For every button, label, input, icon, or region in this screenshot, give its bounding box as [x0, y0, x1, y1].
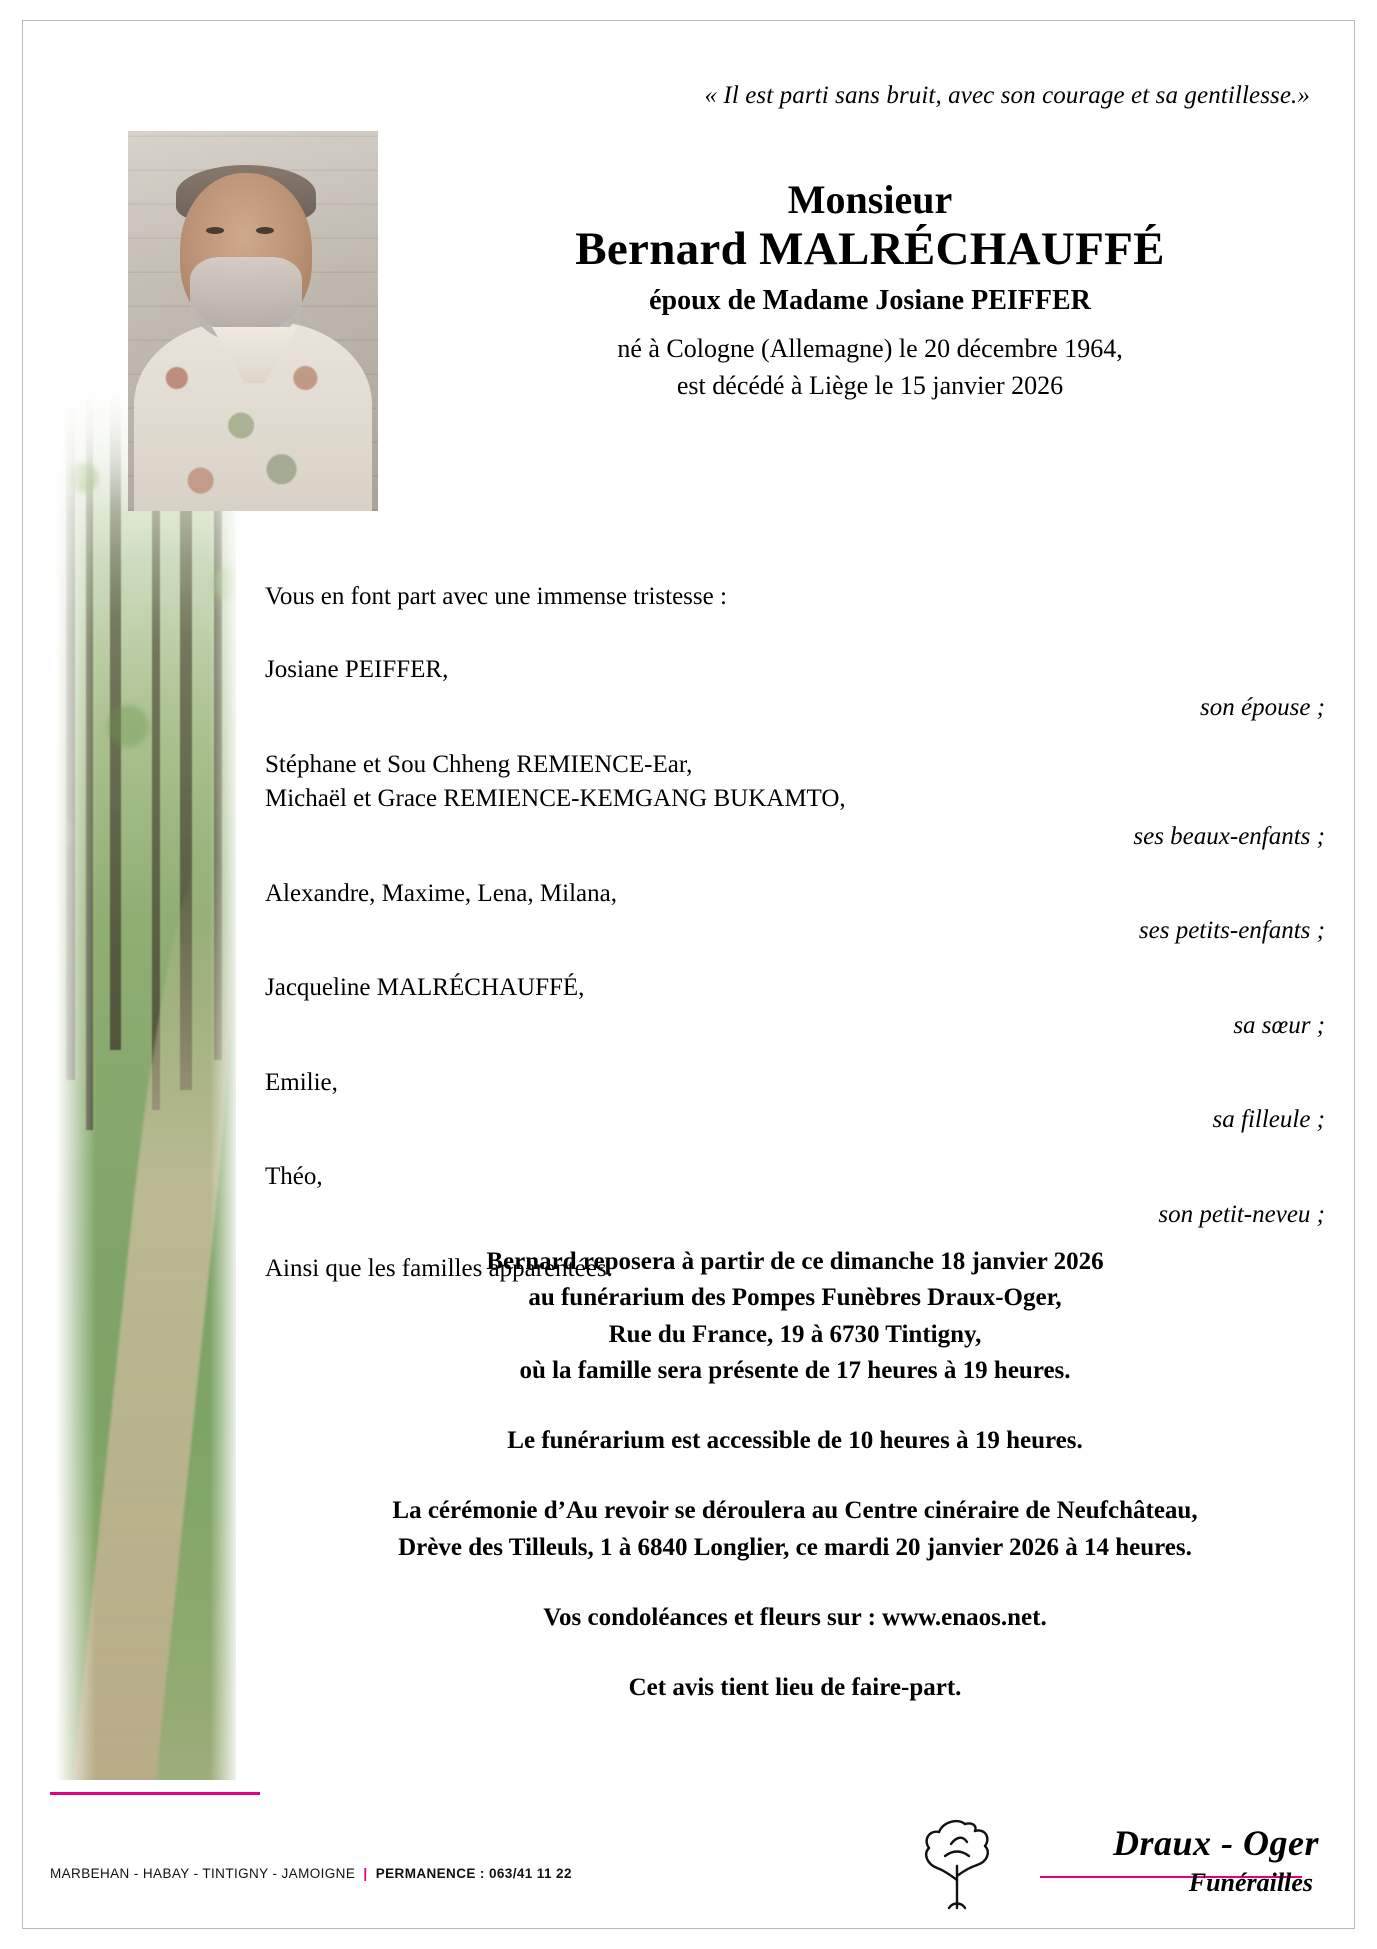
repose-line-4: où la famille sera présente de 17 heures à 19 heures. [519, 1356, 1071, 1384]
family-names: Jacqueline MALRÉCHAUFFÉ, [265, 974, 585, 1001]
death-line: est décédé à Liège le 15 janvier 2026 [676, 370, 1064, 400]
family-relation: sa filleule ; [1212, 1106, 1325, 1133]
condolences-info[interactable]: Vos condoléances et fleurs sur : www.enaos.net. [543, 1603, 1047, 1631]
announcement-closing: Ainsi que les familles apparentées. [265, 1254, 613, 1282]
announcement-block [265, 583, 1325, 1283]
service-line-2: Drève des Tilleuls, 1 à 6840 Longlier, ce mardi 20 janvier 2026 à 14 heures. [398, 1533, 1192, 1561]
repose-info [265, 1244, 1325, 1389]
family-group [265, 1160, 1325, 1229]
portrait-eye-left [206, 227, 224, 234]
family-group [265, 748, 1325, 851]
family-names: Michaël et Grace REMIENCE-KEMGANG BUKAMTO, [265, 785, 846, 812]
image-fade-left [56, 300, 96, 1780]
brand-subtitle: Funérailles [1188, 1868, 1313, 1897]
family-group [265, 971, 1325, 1040]
portrait-eye-right [256, 227, 274, 234]
tree-icon [907, 1810, 1007, 1914]
family-relation: son petit-neveu ; [1158, 1200, 1325, 1228]
announcement-intro: Vous en font part avec une immense tristesse : [265, 583, 727, 610]
repose-line-1: Bernard reposera à partir de ce dimanche 18 janvier 2026 [486, 1248, 1104, 1275]
repose-line-2: au funérarium des Pompes Funèbres Draux-Oger, [528, 1284, 1062, 1312]
service-info [265, 1493, 1325, 1566]
family-names: Josiane PEIFFER, [265, 656, 449, 683]
forest-path-image [56, 300, 236, 1780]
portrait-photo [128, 131, 378, 511]
family-names: Alexandre, Maxime, Lena, Milana, [265, 879, 617, 907]
ceremony-block [265, 1244, 1325, 1706]
family-names: Stéphane et Sou Chheng REMIENCE-Ear, [265, 750, 693, 778]
footer-contact [50, 1866, 572, 1881]
honorific: Monsieur [787, 177, 953, 222]
family-names: Emilie, [265, 1068, 338, 1096]
footer-permanence-label: PERMANENCE : [375, 1866, 485, 1881]
footer-locations: MARBEHAN - HABAY - TINTIGNY - JAMOIGNE [50, 1866, 356, 1881]
deceased-header [430, 178, 1310, 404]
service-line-1: La cérémonie d’Au revoir se déroulera au Centre cinéraire de Neufchâteau, [392, 1497, 1198, 1525]
brand-name: Draux - Oger [1112, 1823, 1319, 1863]
family-names: Théo, [265, 1163, 323, 1190]
footer-permanence-phone: 063/41 11 22 [488, 1866, 572, 1881]
birth-line: né à Cologne (Allemagne) le 20 décembre 1964, [617, 334, 1123, 364]
faire-part-notice: Cet avis tient lieu de faire-part. [628, 1674, 962, 1701]
footer-separator: | [363, 1866, 368, 1881]
family-group [265, 1066, 1325, 1135]
family-relation: sa sœur ; [1233, 1011, 1325, 1039]
footer-accent-rule-left [50, 1792, 260, 1795]
family-group [265, 653, 1325, 722]
family-relation: ses beaux-enfants ; [1133, 822, 1325, 850]
image-fade-right [210, 300, 236, 1780]
funeral-home-logo [899, 1806, 1319, 1916]
family-group [265, 877, 1325, 946]
access-info: Le funérarium est accessible de 10 heures à 19 heures. [507, 1427, 1083, 1454]
spouse-line: époux de Madame Josiane PEIFFER [649, 285, 1091, 317]
repose-line-3: Rue du France, 19 à 6730 Tintigny, [608, 1320, 982, 1348]
family-relation: ses petits-enfants ; [1138, 917, 1325, 944]
deceased-name: Bernard MALRÉCHAUFFÉ [575, 223, 1165, 275]
epitaph-quote: « Il est parti sans bruit, avec son courage et sa gentillesse.» [704, 82, 1310, 109]
family-relation: son épouse ; [1200, 693, 1325, 721]
